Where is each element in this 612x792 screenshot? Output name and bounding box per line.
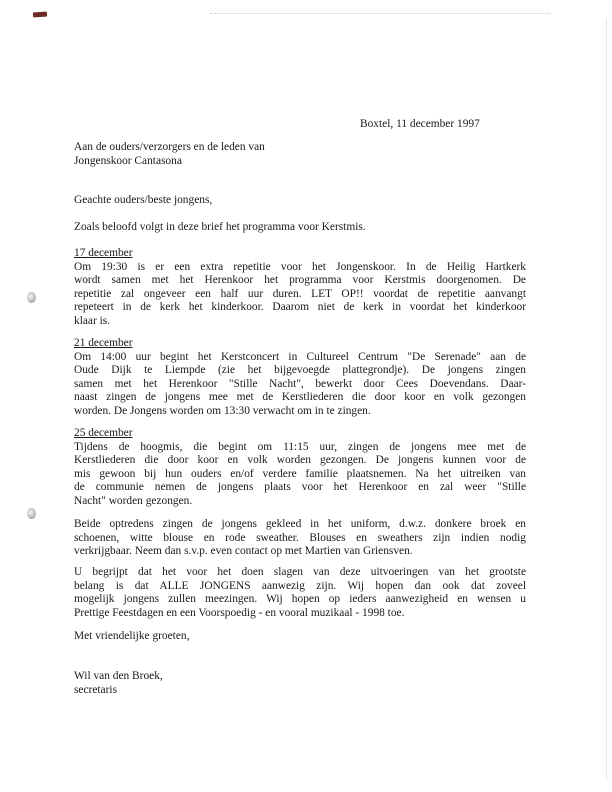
signature-block bbox=[74, 670, 526, 697]
scan-mark bbox=[33, 12, 47, 18]
punch-hole-icon bbox=[27, 508, 36, 519]
scan-edge-top bbox=[210, 13, 550, 15]
signature-name: Wil van den Broek, bbox=[74, 670, 163, 682]
paragraph-line: samen met het Herenkoor "Stille Nacht", bewerkt door Cees Doevendans. Daar- bbox=[74, 377, 526, 390]
punch-hole-icon bbox=[27, 292, 36, 303]
paragraph-line: Om 14:00 uur begint het Kerstconcert in Cultureel Centrum "De Serenade" aan de bbox=[74, 350, 526, 363]
section-heading: 21 december bbox=[74, 337, 133, 349]
paragraph-line: repeteert in de kerk het kinderkoor. Daarom niet de kerk in voordat het kinderkoor bbox=[74, 301, 526, 314]
paragraph-line: klaar is. bbox=[74, 314, 111, 327]
address-block bbox=[74, 141, 526, 168]
salutation: Geachte ouders/beste jongens, bbox=[74, 194, 213, 206]
paragraph-line: schoenen, witte blouse en rode sweather. Blouses en sweathers zijn indien nodig bbox=[74, 531, 526, 544]
paragraph-line: mis gewoon bij hun ouders en/of verdere familie plaatsnemen. Na het uitreiken van bbox=[74, 467, 526, 480]
uniform-paragraph bbox=[74, 518, 526, 559]
paragraph-line: de communie nemen de jongens plaats voor het Herenkoor en zal weer "Stille bbox=[74, 481, 526, 494]
paragraph-line: Beide optredens zingen de jongens gekleed in het uniform, d.w.z. donkere broek en bbox=[74, 518, 526, 530]
paragraph-line: Tijdens de hoogmis, die begint om 11:15 uur, zingen de jongens mee met de bbox=[74, 440, 526, 453]
section-heading: 17 december bbox=[74, 247, 133, 259]
place-date: Boxtel, 11 december 1997 bbox=[360, 118, 480, 130]
paragraph-line: worden. De Jongens worden om 13:30 verwacht om in te zingen. bbox=[74, 404, 371, 417]
paragraph-line: Oude Dijk te Liempde (zie het bijgevoegde plattegrondje). De jongens zingen bbox=[74, 364, 526, 377]
paragraph-line: mogelijk jongens zullen meezingen. Wij hopen op ieders aanwezigheid en wensen u bbox=[74, 593, 526, 606]
paragraph-line: Nacht" worden gezongen. bbox=[74, 494, 193, 507]
paragraph-line: Kerstliederen die door koor en volk worden gezongen. De jongens kunnen voor de bbox=[74, 454, 526, 467]
paragraph-line: Om 19:30 is er een extra repetitie voor het Jongenskoor. In de Heilig Hartkerk bbox=[74, 260, 526, 273]
greeting: Met vriendelijke groeten, bbox=[74, 630, 190, 642]
closing-paragraph bbox=[74, 566, 526, 620]
section-21-december bbox=[74, 337, 526, 419]
paragraph-line: Prettige Feestdagen en een Voorspoedig - en vooral muzikaal - 1998 toe. bbox=[74, 606, 405, 619]
section-heading: 25 december bbox=[74, 427, 133, 439]
paragraph-line: verkrijgbaar. Neem dan s.v.p. even contact op met Martien van Griensven. bbox=[74, 545, 413, 558]
paragraph-line: naast zingen de jongens mee met de Kerstliederen die door koor en volk gezongen bbox=[74, 391, 526, 404]
intro-paragraph: Zoals beloofd volgt in deze brief het programma voor Kerstmis. bbox=[74, 221, 366, 233]
address-line: Aan de ouders/verzorgers en de leden van bbox=[74, 141, 265, 153]
paragraph-line: repetitie zal ongeveer een half uur duren. LET OP!! voordat de repetitie aanvangt bbox=[74, 287, 526, 300]
paragraph-line: belang is dat ALLE JONGENS aanwezig zijn. Wij hopen dan ook dat zoveel bbox=[74, 579, 526, 592]
paragraph-line: wordt samen met het Herenkoor het programma voor Kerstmis doorgenomen. De bbox=[74, 274, 526, 287]
section-25-december bbox=[74, 427, 526, 509]
scan-edge-right bbox=[606, 20, 608, 780]
signature-title: secretaris bbox=[74, 683, 118, 696]
address-line: Jongenskoor Cantasona bbox=[74, 154, 182, 167]
paragraph-line: U begrijpt dat het voor het doen slagen van deze uitvoeringen van het grootste bbox=[74, 566, 526, 578]
section-17-december bbox=[74, 247, 526, 329]
